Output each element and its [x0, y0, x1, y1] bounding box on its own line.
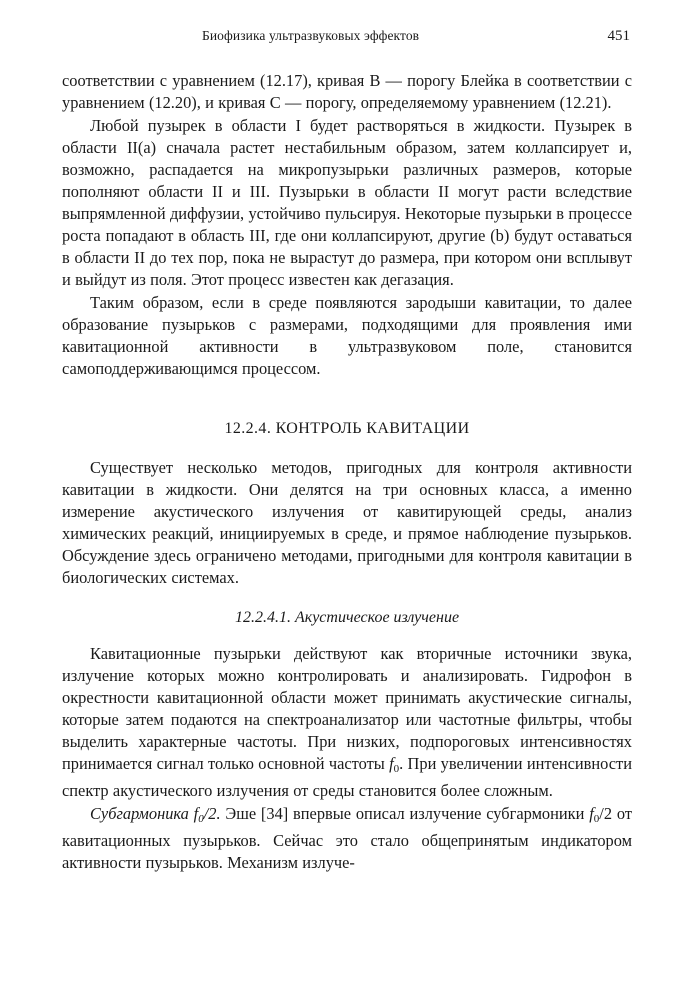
subharmonic-f-inline: f: [589, 804, 594, 823]
paragraph-continuation: соответствии с уравнением (12.17), кривая B — порогу Блейка в соответствии с уравнением (12.20), и кривая C — порогу, определяемому уравнением (12.21).: [62, 71, 632, 112]
running-title: Биофизика ультразвуковых эффектов: [202, 28, 420, 43]
subharmonic-text-b: /2 от кавитационных пузырьков. Сейчас это стало общепринятым индикатором активности пузырьков. Механизм излуче-: [62, 804, 632, 872]
acoustic-emission-text: Кавитационные пузырьки действуют как вторичные источники звука, излучение которых можно контролировать и анализировать. Гидрофон в окрестности кавитационной области может принимать акустические сигналы, которые затем подаются на спектроанализатор или частотные фильтры, чтобы выделить характерные частоты. При низких, подпороговых интенсивностях принимается сигнал только основной частоты: [62, 644, 632, 773]
document-page: [62, 26, 632, 874]
frequency-symbol: f: [389, 754, 394, 773]
paragraph-acoustic-emission: [62, 643, 632, 802]
subharmonic-subscript: 0: [198, 813, 204, 825]
subharmonic-term-tail: /2.: [203, 804, 221, 823]
subharmonic-text-a: Эше [34] впервые описал излучение субгармоники: [220, 804, 590, 823]
frequency-subscript: 0: [393, 763, 400, 775]
subharmonic-f: f: [193, 804, 199, 823]
paragraph-self-sustaining: Таким образом, если в среде появляются зародыши кавитации, то далее образование пузырьков с размерами, подходящими для проявления ими кавитационной активности в ультразвуковом поле, становится самоподдерживающимся процессом.: [62, 293, 632, 378]
paragraph-control-methods: Существует несколько методов, пригодных для контроля активности кавитации в жидкости. Они делятся на три основных класса, а именно измерение акустического излучения от кавитирующей среды, анализ химических реакций, инициируемых в среде, и прямое наблюдение пузырьков. Обсуждение здесь ограничено методами, пригодными для контроля кавитации в биологических системах.: [62, 458, 632, 587]
paragraph-subharmonic: [62, 803, 632, 874]
acoustic-emission-tail: . При увеличении интенсивности спектр акустического излучения от среды становится более сложным.: [62, 754, 632, 800]
page-number: 451: [607, 28, 630, 44]
subharmonic-term: Субгармоника: [90, 804, 194, 823]
subsection-heading: 12.2.4.1. Акустическое излучение: [234, 609, 460, 626]
subharmonic-subscript-inline: 0: [593, 813, 600, 825]
section-heading: 12.2.4. КОНТРОЛЬ КАВИТАЦИИ: [224, 420, 470, 437]
paragraph-bubble-regions: Любой пузырек в области I будет растворяться в жидкости. Пузырек в области II(а) сначала растет нестабильным образом, затем коллапсирует и, возможно, распадается на микропузырьки различных размеров, которые пополняют области II и III. Пузырьки в области II могут расти вследствие выпрямленной диффузии, устойчиво пульсируя. Некоторые пузырьки в процессе роста попадают в область III, где они коллапсируют, другие (b) будут оставаться в области II до тех пор, пока не вырастут до размера, при котором они всплывут и выйдут из поля. Этот процесс известен как дегазация.: [62, 116, 632, 289]
running-header: [62, 26, 632, 50]
